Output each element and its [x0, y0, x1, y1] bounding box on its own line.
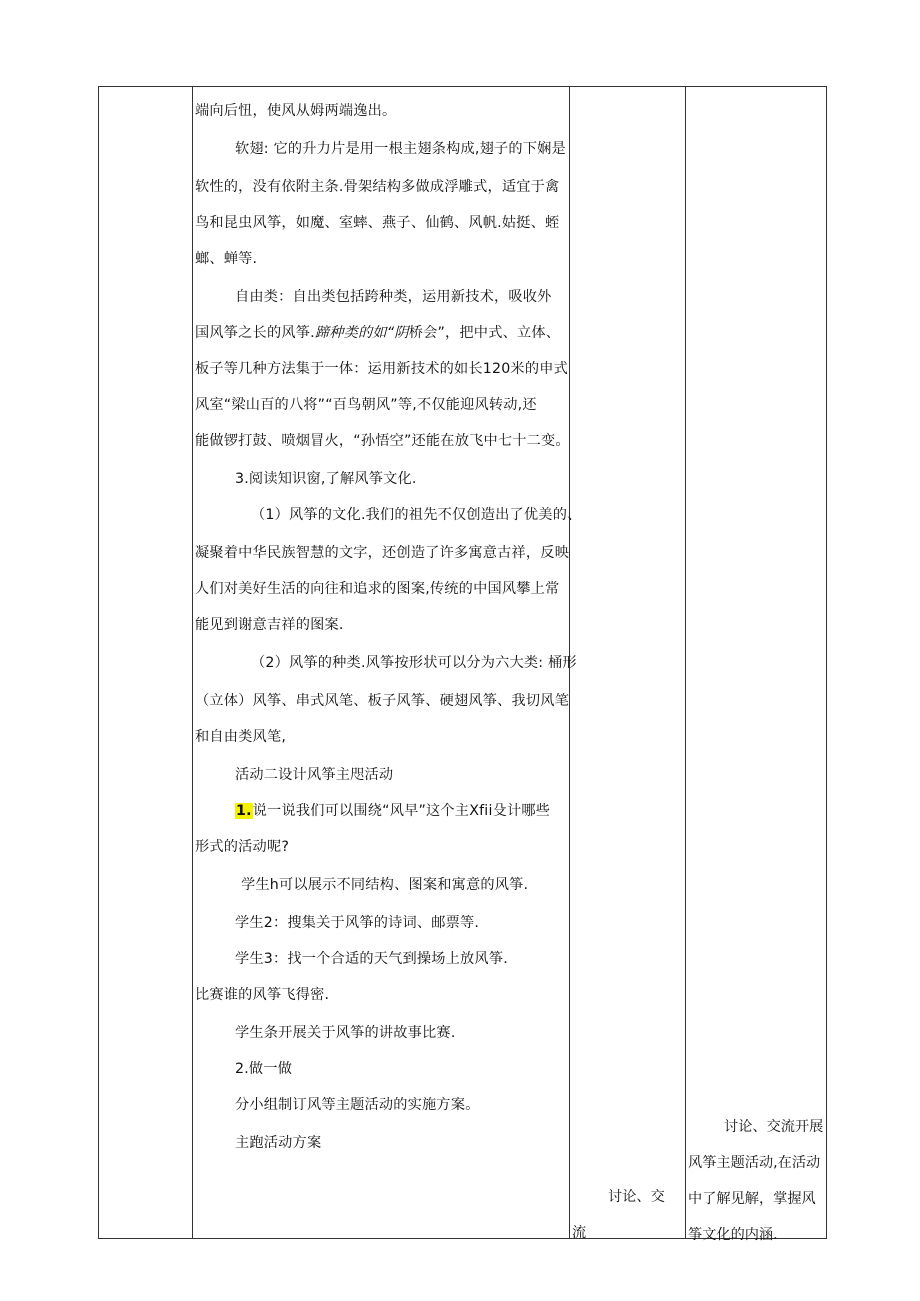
text-line: 软性的，没有依附主条.骨架结构多做成浮雕式，适宜于禽 [195, 179, 560, 195]
text-line: 端向后忸，使风从姆两端逸出。 [195, 103, 397, 119]
text-line: 学生2：搜集关于风筝的诗词、邮票等. [235, 915, 480, 931]
section-heading: 3.阅读知识窗,了解风筝文化. [235, 471, 417, 487]
text-line: 学生条开展关于风筝的讲故事比赛. [235, 1025, 456, 1041]
text-line: 板子等几种方法集于一体：运用新技术的如长120米的申式 [195, 361, 568, 377]
text-line: 风室“梁山百的八将”“百鸟朝风”等,不仅能迎风转动,还 [195, 397, 537, 413]
text-line: （1）风筝的文化.我们的祖先不仅创造出了优美的、 [251, 507, 582, 523]
text-line: 学生h可以展示不同结构、图案和寓意的风筝. [241, 877, 529, 893]
text-line: 流 [572, 1225, 587, 1241]
lesson-table [98, 86, 827, 1243]
section-heading: 2.做一做 [235, 1061, 293, 1077]
text-line: 螂、蝉等. [195, 251, 258, 267]
design-intent-cell [686, 87, 827, 1243]
text-line: 风筝主题活动,在活动 [688, 1155, 821, 1171]
text-line: 筝文化的内涵. [688, 1227, 778, 1243]
highlighted-number: 1. [236, 803, 252, 819]
text-line [195, 323, 569, 343]
student-activity-cell [570, 87, 686, 1239]
italic-span: 蹄种类的如“阴 [314, 325, 409, 341]
text-line: 中了解见解，掌握风 [688, 1191, 816, 1207]
text-line: 讨论、交 [608, 1189, 665, 1205]
text-line: 软翅: 它的升力片是用一根主翅条构成,翅子的下娴是 [235, 141, 566, 157]
text-line: 形式的活动呢? [195, 839, 290, 855]
text-line: （2）风筝的种类.风筝按形状可以分为六大类: 桶形 [251, 655, 577, 671]
text-line: 人们对美好生活的向往和追求的图案,传统的中国风攀上常 [195, 581, 560, 597]
text-line: 凝聚着中华民族智慧的文字，还创造了许多寓意古祥，反映 [195, 545, 570, 561]
text-line: 自由类：自出类包括跨种类，运用新技术，吸收外 [235, 289, 552, 305]
text-line: （立体）风筝、串式风笔、板子风筝、硬翅风筝、我切风笔 [195, 693, 570, 709]
text-line: 能见到谢意吉祥的图案. [195, 617, 344, 633]
text-line: 比赛谁的风筝飞得密. [195, 987, 330, 1003]
column-1-cell [99, 87, 193, 1239]
text-line: 能做锣打鼓、喷烟冒火，“孙悟空”还能在放飞中七十二变。 [195, 433, 570, 449]
content-cell [193, 87, 582, 1239]
text-line: 讨论、交流开展 [724, 1119, 824, 1135]
text-line: 主跑活动方案 [235, 1135, 322, 1151]
text-line: 鸟和昆虫风筝，如魔、室蟀、燕子、仙鹤、风帆.姑挺、蛭 [195, 215, 560, 231]
table-row [99, 87, 827, 1239]
text-line: 分小组制订风等主题活动的实施方案。 [235, 1097, 480, 1113]
text-line: 学生3：找一个合适的天气到操场上放风筝. [235, 951, 508, 967]
activity-heading: 活动二设计风筝主咫活动 [235, 767, 394, 783]
text-span: 国风筝之长的风筝. [195, 325, 315, 341]
text-line [235, 801, 569, 821]
text-span: 说一说我们可以围绕“风早”这个主Xfii殳计哪些 [252, 803, 551, 819]
text-line: 和自由类风笔, [195, 729, 287, 745]
text-span: 桥会”，把中式、立体、 [408, 325, 561, 341]
